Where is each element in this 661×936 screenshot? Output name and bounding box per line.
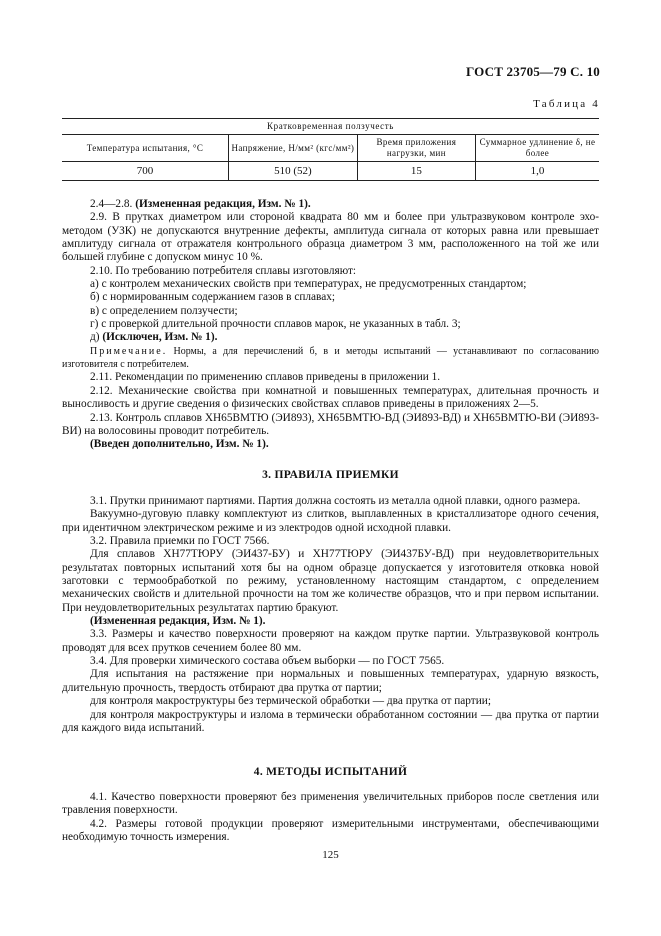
paragraph-3-4d: для контроля макроструктуры и излома в термически обработанном состоянии — два прутка от партии для каждого вида испытаний. — [62, 708, 599, 734]
paragraph-2-9: 2.9. В прутках диаметром или стороной квадрата 80 мм и более при ультразвуковом контроле эхо-методом (УЗК) не допускаются внутренние дефекты, амплитуда сигнала от которых равна или превышает амплитуду сигнала от отражателя контрольного образца диаметром 3 мм, расположенного на той же или большей глубине с допуском минус 10 %. — [62, 211, 599, 264]
list-item-g: г) с проверкой длительной прочности сплавов марок, не указанных в табл. 3; — [90, 318, 461, 331]
table-cell: 700 — [62, 162, 228, 181]
document-header: ГОСТ 23705—79 С. 10 — [466, 64, 600, 79]
section-4-title: 4. МЕТОДЫ ИСПЫТАНИЙ — [253, 766, 408, 778]
table-4 — [62, 118, 599, 181]
note — [62, 345, 599, 372]
section-4-text — [62, 791, 599, 844]
paragraph-3-4b: Для испытания на растяжение при нормальных и повышенных температурах, ударную вязкость, длительную прочность, твердость отбирают два прутка от партии; — [62, 668, 599, 694]
paragraph-2-10: 2.10. По требованию потребителя сплавы изготовляют: — [90, 264, 357, 277]
paragraph-3-1b: Вакуумно-дуговую плавку комплектуют из слитков, выплавленных в кристаллизаторе одного сечения, при идентичном электрическом режиме и из электродов одной исходной плавки. — [62, 508, 599, 534]
list-item-d-prefix: д) — [90, 331, 103, 344]
table-group-header: Кратковременная ползучесть — [62, 119, 599, 135]
list-item-b: б) с нормированным содержанием газов в сплавах; — [90, 291, 336, 304]
amendment-note: (Введен дополнительно, Изм. № 1). — [90, 438, 269, 451]
paragraph-4-2: 4.2. Размеры готовой продукции проверяют измерительными инструментами, обеспечивающими необходимую точность измерения. — [62, 817, 599, 844]
amendment-note: (Измененная редакция, Изм. № 1). — [135, 198, 311, 210]
table-col-load-time: Время приложения нагрузки, мин — [357, 135, 475, 162]
table-cell: 15 — [357, 162, 475, 181]
note-text: Нормы, а для перечислений б, в и методы испытаний — устанавливают по согласованию изготовителя с потребителем. — [62, 345, 599, 371]
table-col-temperature: Температура испытания, °С — [62, 135, 228, 162]
amendment-note: (Исключен, Изм. № 1). — [102, 331, 218, 344]
table-cell: 1,0 — [475, 162, 599, 181]
table-row — [62, 162, 599, 181]
paragraph-2-12: 2.12. Механические свойства при комнатной и повышенных температурах, длительная прочность и выносливость и другие сведения о физических свойствах сплавов приведены в приложениях 2—5. — [62, 384, 599, 411]
paragraph-2-4 — [62, 198, 599, 211]
paragraph-3-4: 3.4. Для проверки химического состава объем выборки — по ГОСТ 7565. — [90, 655, 445, 668]
table-caption: Таблица 4 — [533, 98, 600, 110]
paragraph-3-2b: Для сплавов ХН77ТЮРУ (ЭИ437-БУ) и ХН77ТЮРУ (ЭИ437БУ-ВД) при неудовлетворительных результатах повторных испытаний хотя бы на одном образце допускается у изготовителя отковка новой заготовки с термообработкой по режиму, установленному настоящим стандартом, с определением механических свойств и длительной прочности на том же количестве образцов, что и при первом испытании. При неудовлетворительных результатах партию бракуют. — [62, 548, 599, 614]
section-3-text — [62, 495, 599, 735]
paragraph-3-4c: для контроля макроструктуры без термической обработки — два прутка от партии; — [90, 695, 491, 708]
paragraph-4-1: 4.1. Качество поверхности проверяют без применения увеличительных приборов после светления или травления поверхности. — [62, 791, 599, 817]
paragraph-2-11: 2.11. Рекомендации по применению сплавов приведены в приложении 1. — [90, 371, 441, 384]
clause-ref: 2.4—2.8. — [90, 198, 133, 210]
paragraph-3-1: 3.1. Прутки принимают партиями. Партия должна состоять из металла одной плавки, одного размера. — [90, 495, 581, 507]
table-col-stress: Напряжение, Н/мм² (кгс/мм²) — [228, 135, 357, 162]
paragraph-2-13: 2.13. Контроль сплавов ХН65ВМТЮ (ЭИ893), ХН65ВМТЮ-ВД (ЭИ893-ВД) и ХН65ВМТЮ-ВИ (ЭИ893-ВИ) на волосовины проводит потребитель. — [62, 411, 599, 437]
table-cell: 510 (52) — [228, 162, 357, 181]
page-number: 125 — [322, 849, 339, 861]
note-label: Примечание. — [90, 345, 168, 357]
table-col-elongation: Суммарное удлинение δ, не более — [475, 135, 599, 162]
amendment-note: (Измененная редакция, Изм. № 1). — [90, 615, 266, 628]
paragraph-3-3: 3.3. Размеры и качество поверхности проверяют на каждом прутке партии. Ультразвуковой контроль проводят для всех прутков сечением более 80 мм. — [62, 628, 599, 654]
section-2-text — [62, 198, 599, 452]
paragraph-3-2: 3.2. Правила приемки по ГОСТ 7566. — [90, 535, 270, 548]
list-item-a: а) с контролем механических свойств при температурах, не предусмотренных стандартом; — [90, 278, 527, 291]
list-item-v: в) с определением ползучести; — [90, 304, 238, 317]
section-3-title: 3. ПРАВИЛА ПРИЕМКИ — [262, 469, 399, 481]
list-item-d — [62, 331, 599, 344]
